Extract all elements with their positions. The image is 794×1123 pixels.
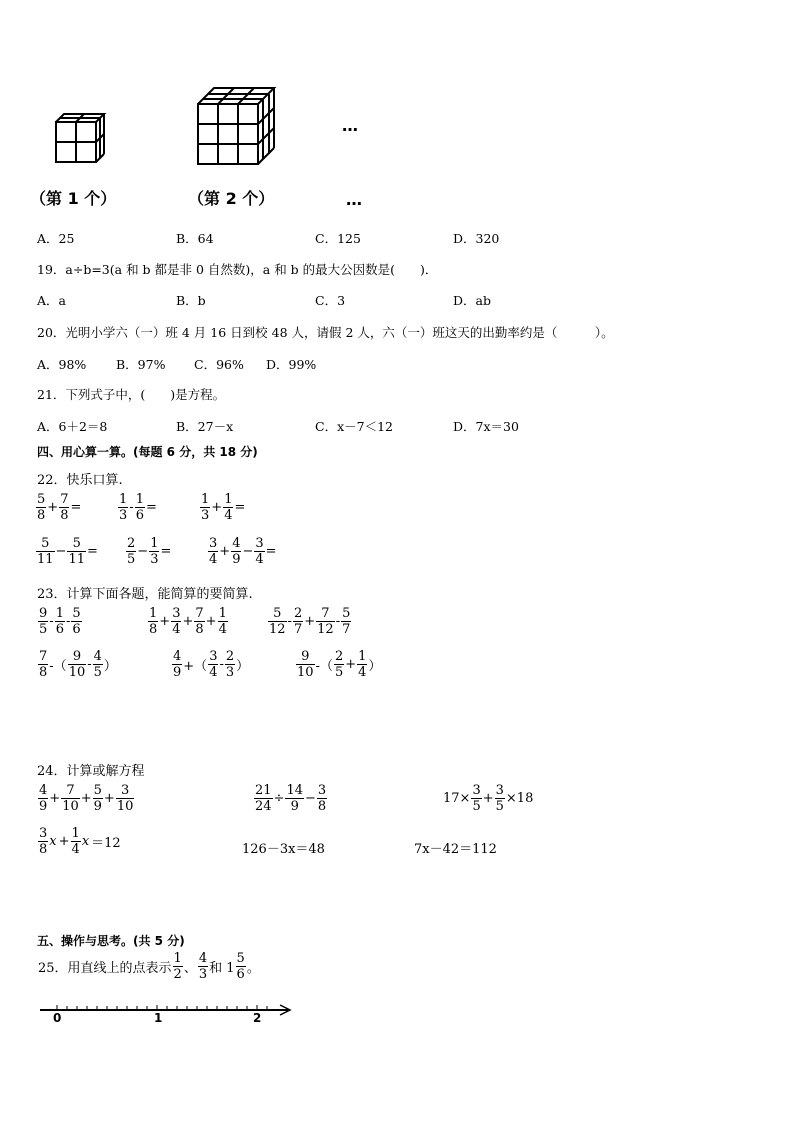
q23-expr-5: $\frac{4}{9}$ +（ $\frac{3}{4}$ - $\frac{2}{3}$ ） — [173, 649, 250, 680]
q25-question: 25．用直线上的点表示 $\frac{1}{2}$ 、 $\frac{4}{3}$ 和 1 $\frac{5}{6}$ 。 — [38, 951, 260, 982]
q21-option-b[interactable]: B．27－x — [176, 419, 234, 434]
q24-expr-3: 17× $\frac{3}{5}$ + $\frac{3}{5}$ ×18 — [443, 783, 534, 814]
q23-title: 23．计算下面各题，能简算的要简算. — [37, 587, 253, 602]
q18-option-d[interactable]: D．320 — [453, 231, 500, 246]
q24-title: 24．计算或解方程 — [37, 764, 145, 779]
q21-option-d[interactable]: D．7x＝30 — [453, 419, 519, 434]
caption-figure-1: （第 1 个） — [30, 189, 117, 208]
q22-expr-4: $\frac{5}{11}$ − $\frac{5}{11}$ = — [37, 536, 98, 567]
q18-option-a[interactable]: A．25 — [37, 231, 75, 246]
q22-expr-5: $\frac{2}{5}$ − $\frac{1}{3}$ = — [127, 536, 172, 567]
q21-option-c[interactable]: C．x－7＜12 — [315, 419, 393, 434]
number-line-label-1: 1 — [154, 1011, 163, 1025]
q23-expr-1: $\frac{9}{5}$ - $\frac{1}{6}$ - $\frac{5}{6}$ — [39, 606, 81, 637]
cube-figure-1 — [50, 110, 112, 166]
q19-option-b[interactable]: B．b — [176, 293, 206, 308]
q23-expr-6: $\frac{9}{10}$ -（ $\frac{2}{5}$ + $\frac{1}{4}$ ） — [297, 649, 382, 680]
q22-expr-3: $\frac{1}{3}$ + $\frac{1}{4}$ = — [201, 492, 246, 523]
cube-figure-2 — [192, 84, 278, 168]
q23-expr-4: $\frac{7}{8}$ -（ $\frac{9}{10}$ - $\frac{4}{5}$ ） — [39, 649, 117, 680]
q23-expr-3: $\frac{5}{12}$ - $\frac{2}{7}$ + $\frac{7}{12}$ - $\frac{5}{7}$ — [269, 606, 351, 637]
q22-title: 22．快乐口算. — [37, 473, 123, 488]
q24-equation-1: $\frac{3}{8}$ x + $\frac{1}{4}$ x ＝12 — [39, 826, 121, 857]
caption-figure-2: （第 2 个） — [188, 189, 275, 208]
q23-expr-2: $\frac{1}{8}$ + $\frac{3}{4}$ + $\frac{7}{8}$ + $\frac{1}{4}$ — [149, 606, 227, 637]
section-5-title: 五、操作与思考。(共 5 分) — [37, 934, 185, 948]
q25-sep-2: 和 1 — [209, 961, 235, 976]
q22-expr-2: $\frac{1}{3}$ - $\frac{1}{6}$ = — [119, 492, 157, 523]
q24-expr-1: $\frac{4}{9}$ + $\frac{7}{10}$ + $\frac{5}{9}$ + $\frac{3}{10}$ — [39, 783, 134, 814]
q19-question: 19．a÷b=3(a 和 b 都是非 0 自然数)，a 和 b 的最大公因数是( )． — [37, 262, 438, 277]
q20-option-a[interactable]: A．98% — [37, 357, 87, 372]
q20-question: 20．光明小学六（一）班 4 月 16 日到校 48 人，请假 2 人，六（一）班这天的出勤率约是（ ）。 — [37, 325, 614, 340]
q19-option-a[interactable]: A．a — [37, 293, 66, 308]
q21-question: 21．下列式子中，( )是方程。 — [37, 387, 226, 402]
q18-option-b[interactable]: B．64 — [176, 231, 214, 246]
q25-sep-1: 、 — [183, 961, 197, 976]
q24-expr-2: $\frac{21}{24}$ ÷ $\frac{14}{9}$ − $\frac{3}{8}$ — [255, 783, 327, 814]
q25-end: 。 — [246, 961, 260, 976]
number-line-label-0: 0 — [53, 1011, 62, 1025]
q18-option-c[interactable]: C．125 — [315, 231, 361, 246]
number-line-label-2: 2 — [253, 1011, 262, 1025]
q20-option-b[interactable]: B．97% — [116, 357, 166, 372]
q19-option-c[interactable]: C．3 — [315, 293, 346, 308]
q24-equation-2: 126－3x＝48 — [242, 842, 325, 857]
q20-option-d[interactable]: D．99% — [266, 357, 317, 372]
ellipsis-top: … — [342, 116, 358, 135]
ellipsis-bottom: … — [346, 190, 362, 209]
section-4-title: 四、用心算一算。(每题 6 分，共 18 分) — [37, 445, 258, 459]
q22-expr-6: $\frac{3}{4}$ + $\frac{4}{9}$ − $\frac{3}{4}$ = — [209, 536, 277, 567]
q25-text: 25．用直线上的点表示 — [38, 961, 172, 976]
q20-option-c[interactable]: C．96% — [194, 357, 244, 372]
q21-option-a[interactable]: A．6＋2＝8 — [37, 419, 108, 434]
q19-option-d[interactable]: D．ab — [453, 293, 491, 308]
q24-equation-3: 7x－42＝112 — [414, 842, 497, 857]
q22-expr-1: $\frac{5}{8}$ + $\frac{7}{8}$ = — [37, 492, 82, 523]
